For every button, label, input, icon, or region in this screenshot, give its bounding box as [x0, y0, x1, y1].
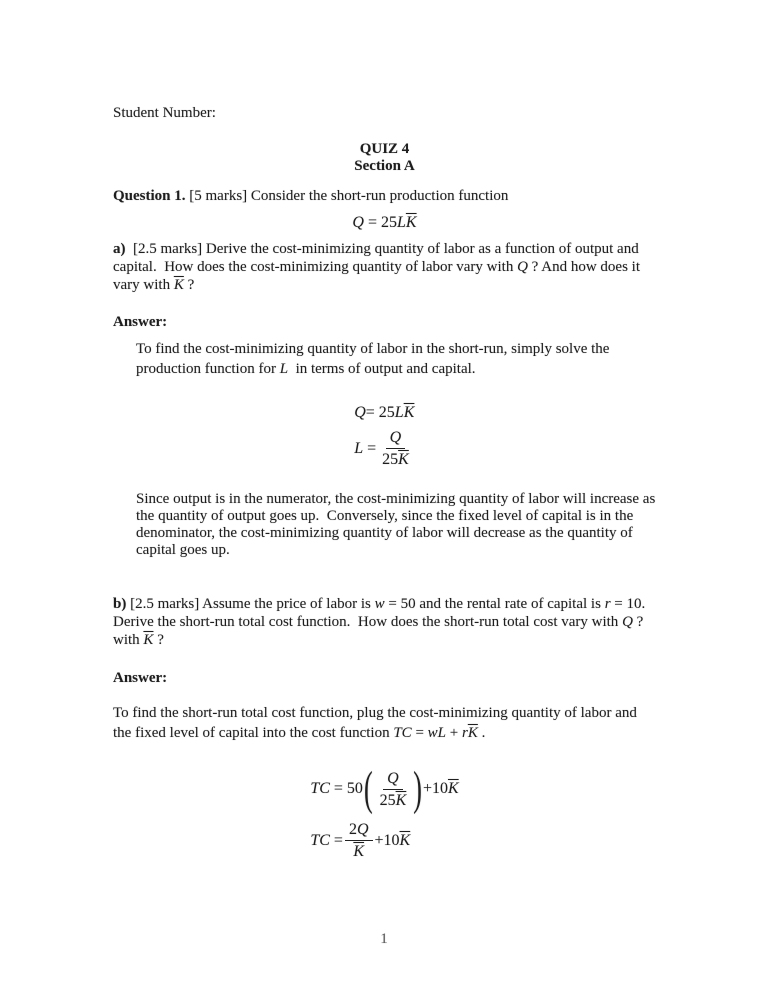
equation-tc2-tail: $+10\overline{K}$ [374, 831, 411, 849]
fraction-denominator: $25\overline{K}$ [382, 451, 409, 468]
fraction-numerator: 2Q [345, 820, 373, 841]
page-number: 1 [380, 931, 388, 947]
question-1-intro: Question 1. [5 marks] Consider the short-run production function [113, 188, 509, 204]
answer-a-paragraph-1: To find the cost-minimizing quantity of labor in the short-run, simply solve the production function for L in terms of output and capital. [136, 341, 614, 377]
equation-tc2-lhs: TC = [310, 831, 343, 849]
quiz-title: QUIZ 4 [359, 141, 410, 157]
student-number-label: Student Number: [113, 105, 216, 121]
fraction-numerator: Q [383, 769, 403, 790]
answer-b-paragraph-1: To find the short-run total cost function, plug the cost-minimizing quantity of labor and the fixed level of capital into the cost function TC = wL + $r\overline{K}$ . [113, 705, 641, 741]
fraction-numerator: Q [386, 428, 406, 449]
section-title: Section A [354, 158, 415, 174]
answer-label-a: Answer: [113, 314, 168, 330]
derivation-equation-block [354, 403, 415, 469]
fraction [378, 428, 413, 469]
fraction [376, 769, 411, 810]
answer-a-paragraph-2: Since output is in the numerator, the cost-minimizing quantity of labor will increase as the quantity of output goes up. Conversely, since the fixed level of capital is in the denominator, the cost-minimizing quantity of labor will decrease as the quantity of capital goes up. [136, 491, 660, 558]
fraction [345, 820, 373, 861]
part-b-question: b) [2.5 marks] Assume the price of labor is w = 50 and the rental rate of capital is r = 10. Derive the short-run total cost function. How does the short-run total cost vary with Q ? with $\overline{K}$ ? [113, 596, 649, 648]
equation-tc1-tail: $+10\overline{K}$ [422, 780, 459, 797]
equation-tc-2 [310, 820, 458, 861]
answer-label-b: Answer: [113, 670, 168, 686]
part-a-question: a) [2.5 marks] Derive the cost-minimizing quantity of labor as a function of output and capital. How does the cost-minimizing quantity of labor vary with Q ? And how does it vary with $\overline{K}$ ? [113, 241, 644, 293]
fraction-denominator: $25\overline{K}$ [379, 791, 407, 809]
equation-labor-lhs: L = [354, 439, 377, 457]
equation-tc-1: TC = 50 ( $\frac{Q}{25\overline{K}}$ ) $+10\overline{K}$ [310, 761, 459, 815]
equation-labor-solution [354, 428, 415, 469]
equation-production-restated: Q = 25 L $\overline{K}$ [354, 404, 415, 421]
equation-tc1-lhs: TC = 50 [310, 780, 363, 797]
fraction-denominator: K [353, 843, 365, 860]
production-function-equation: $Q = 25L\overline{K}$ [352, 214, 417, 231]
total-cost-equation-block [310, 763, 458, 861]
title-block [113, 141, 656, 175]
